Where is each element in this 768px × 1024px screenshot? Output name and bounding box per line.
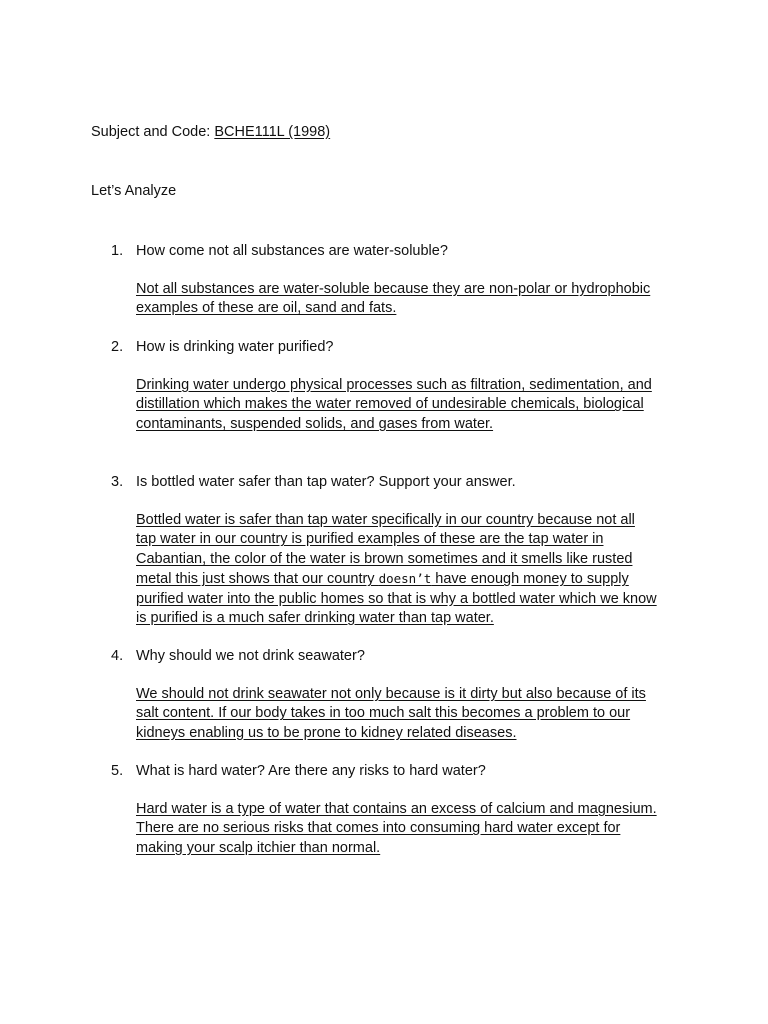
answer-line: distillation which makes the water removed of undesirable chemicals, biological xyxy=(136,396,644,413)
answer-line: purified water into the public homes so that is why a bottled water which we know xyxy=(136,590,657,607)
answer-line: examples of these are oil, sand and fats. xyxy=(136,300,397,317)
section-title: Let’s Analyze xyxy=(91,183,177,199)
question-number: 3. xyxy=(111,474,124,490)
question-text: Is bottled water safer than tap water? Support your answer. xyxy=(136,474,516,490)
question-number: 2. xyxy=(111,339,124,355)
answer-line: contaminants, suspended solids, and gases from water. xyxy=(136,415,494,432)
answer-line-tail: have enough money to supply xyxy=(431,571,629,588)
answer-line: is purified is a much safer drinking water than tap water. xyxy=(136,610,494,627)
answer-line xyxy=(136,569,696,589)
question-number: 5. xyxy=(111,763,124,779)
answer-line: Bottled water is safer than tap water specifically in our country because not all xyxy=(136,512,635,528)
answer-line: salt content. If our body takes in too much salt this becomes a problem to our xyxy=(136,705,631,722)
subject-line xyxy=(91,122,330,142)
answer-block xyxy=(136,800,696,858)
answer-line: Hard water is a type of water that contains an excess of calcium and magnesium. xyxy=(136,801,657,817)
question-text: How is drinking water purified? xyxy=(136,339,334,355)
answer-line-mono-word: doesn’t xyxy=(378,571,432,587)
subject-label: Subject and Code: xyxy=(91,124,215,140)
answer-line: We should not drink seawater not only because is it dirty but also because of its xyxy=(136,686,646,702)
subject-code: BCHE111L (1998) xyxy=(214,124,331,140)
question-text: How come not all substances are water-soluble? xyxy=(136,243,448,259)
question-number: 4. xyxy=(111,648,124,664)
answer-line: Not all substances are water-soluble because they are non-polar or hydrophobic xyxy=(136,281,651,297)
answer-block xyxy=(136,376,696,434)
answer-line: making your scalp itchier than normal. xyxy=(136,839,381,856)
answer-line: Drinking water undergo physical processes such as filtration, sedimentation, and xyxy=(136,377,652,393)
answer-block xyxy=(136,280,696,319)
answer-block xyxy=(136,685,696,743)
answer-line: Cabantian, the color of the water is brown sometimes and it smells like rusted xyxy=(136,550,633,567)
question-text: Why should we not drink seawater? xyxy=(136,648,365,664)
answer-line-head: metal this just shows that our country xyxy=(136,571,379,588)
answer-line: There are no serious risks that comes into consuming hard water except for xyxy=(136,820,621,837)
answer-block xyxy=(136,511,696,628)
answer-line: tap water in our country is purified examples of these are the tap water in xyxy=(136,531,604,548)
answer-line: kidneys enabling us to be prone to kidney related diseases. xyxy=(136,724,517,741)
question-number: 1. xyxy=(111,243,124,259)
question-text: What is hard water? Are there any risks to hard water? xyxy=(136,763,486,779)
